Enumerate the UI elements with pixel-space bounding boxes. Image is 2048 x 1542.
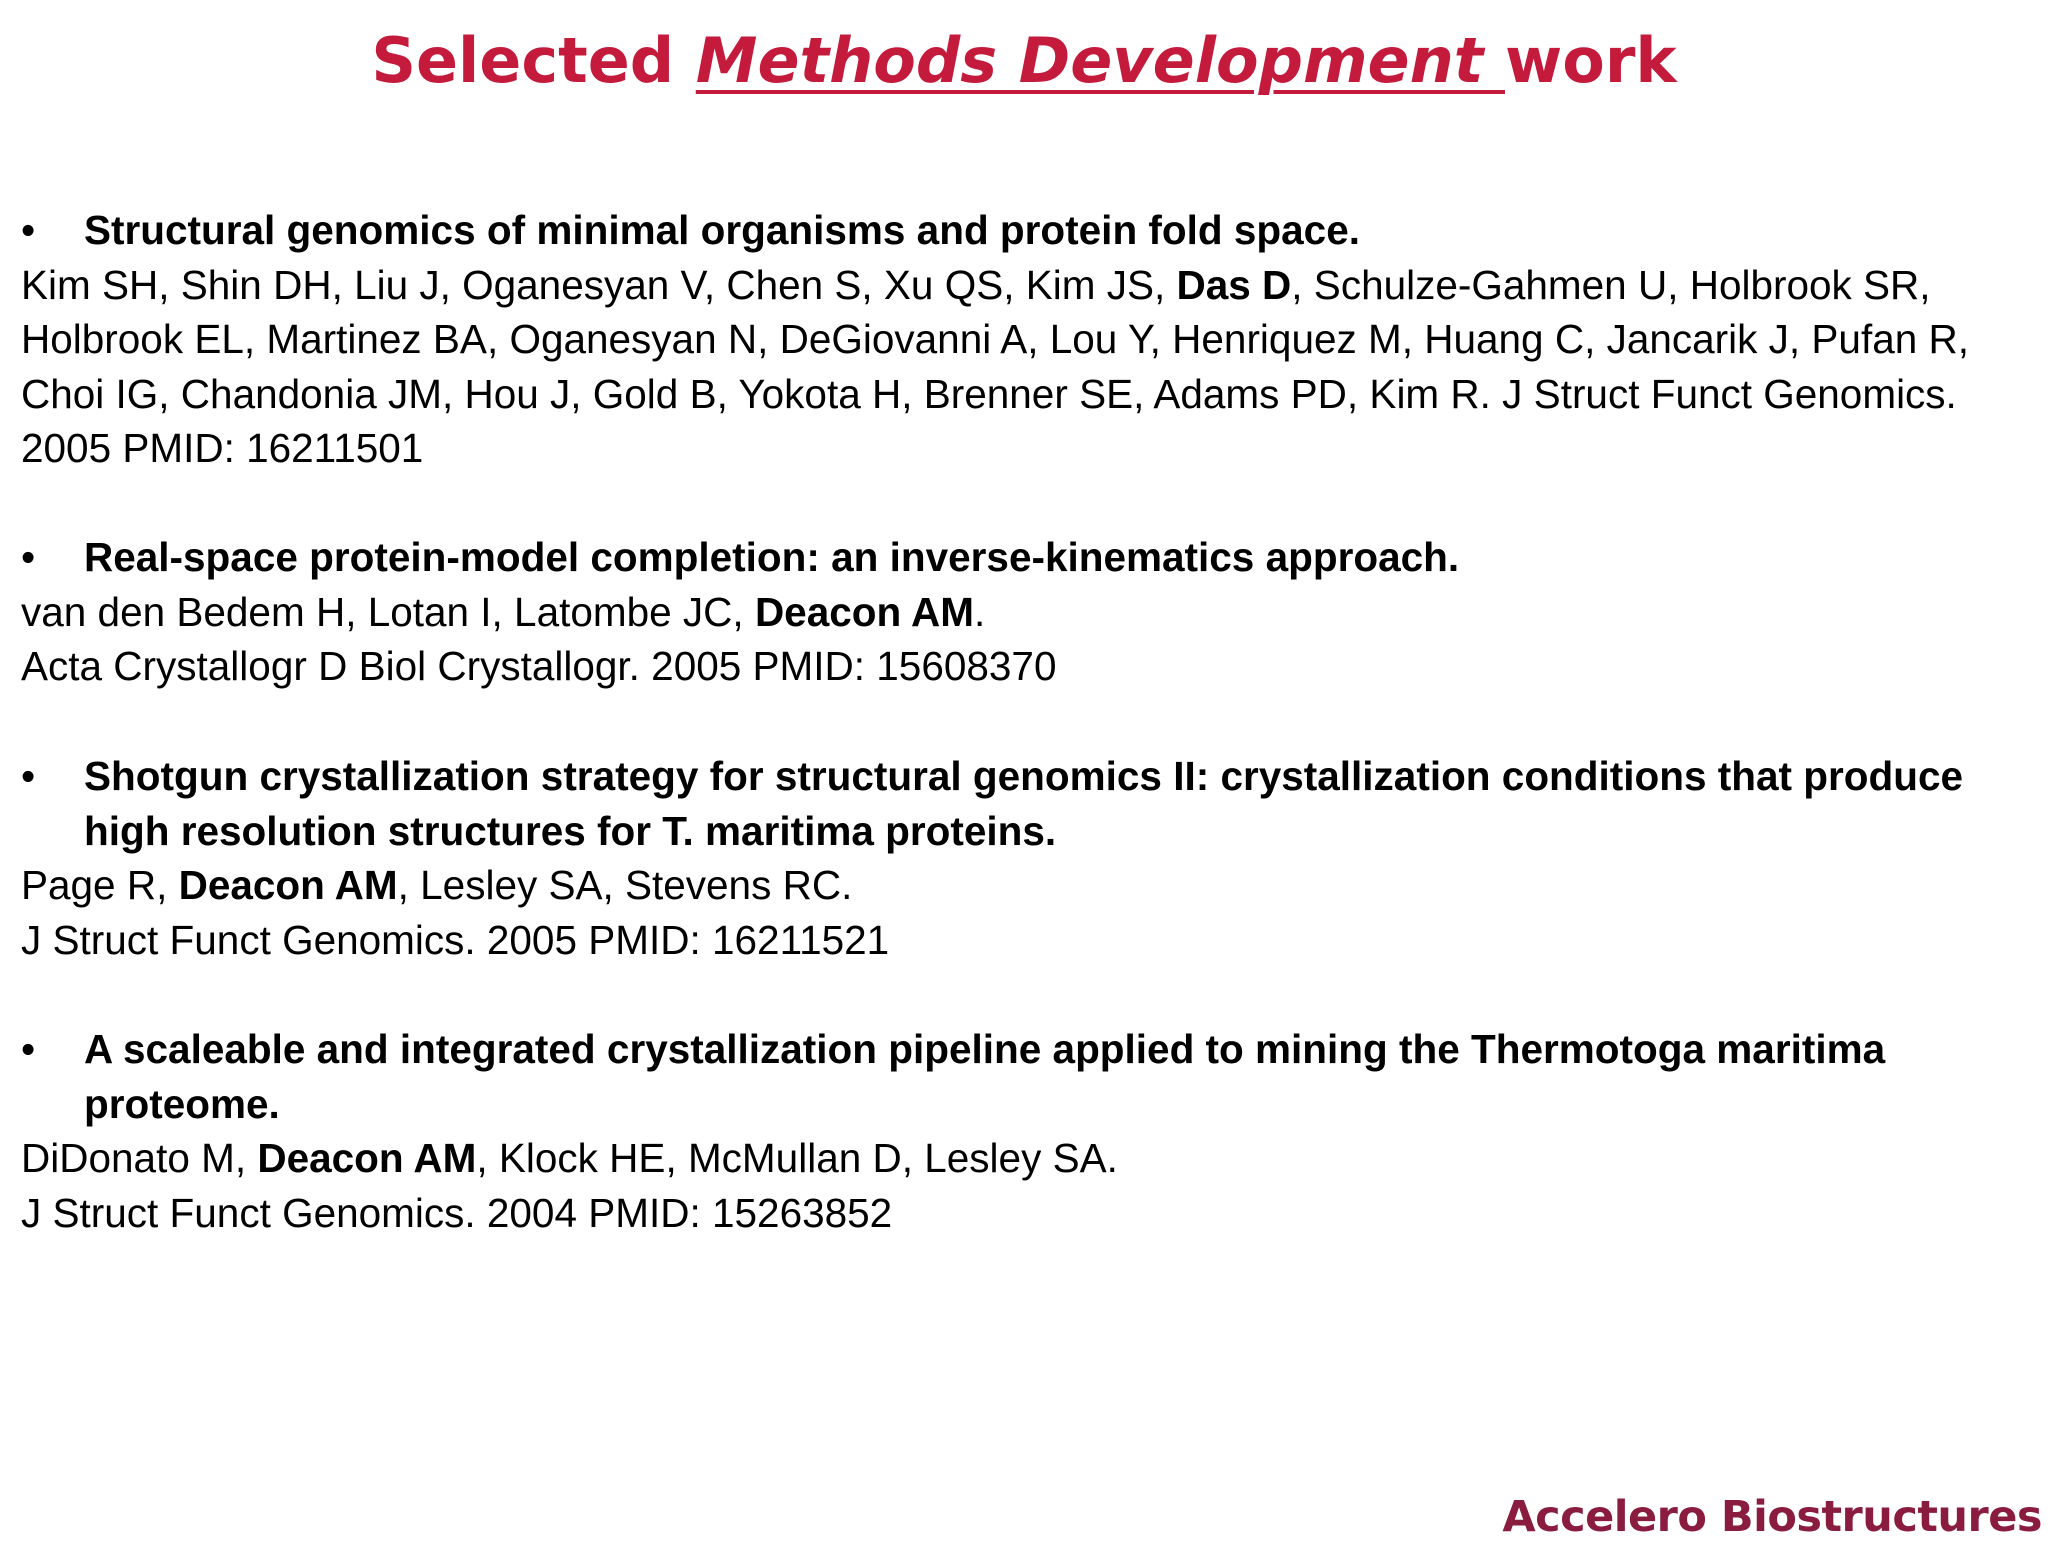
publication-citation: J Struct Funct Genomics. 2004 PMID: 15263852 <box>21 1189 893 1236</box>
highlight-author: Deacon AM <box>754 588 974 635</box>
publication-authors <box>21 858 2031 913</box>
slide-title <box>0 18 2048 104</box>
authors-after: , Klock HE, McMullan D, Lesley SA. <box>476 1135 1118 1181</box>
publication-title-text: A scaleable and integrated crystallization pipeline applied to mining the Thermotoga maritima proteome. <box>84 1026 1886 1127</box>
authors-after: , Schulze-Gahmen U, Holbrook SR, Holbrook EL, Martinez BA, Oganesyan N, DeGiovanni A, Lou Y, Henriquez M, Huang C, Jancarik J, Pufan R, Choi IG, Chandonia JM, Hou J, Gold B, Yokota H, Brenner SE, Adams PD, Kim R. J Struct Funct Genomics. 2005 PMID: 16211501 <box>21 261 1969 471</box>
bullet-icon: • <box>21 534 36 580</box>
publication-3 <box>21 749 2031 967</box>
publication-2 <box>21 530 2031 694</box>
authors-before: Page R, <box>21 862 179 908</box>
publication-title <box>21 203 2031 258</box>
highlight-author: Deacon AM <box>178 862 398 908</box>
title-suffix: work <box>1504 24 1677 97</box>
publication-authors <box>21 585 2031 640</box>
publication-title <box>21 1022 2031 1131</box>
title-prefix: Selected <box>371 24 696 97</box>
highlight-author: Deacon AM <box>257 1135 477 1181</box>
title-emphasis: Methods Development <box>695 24 1505 97</box>
authors-before: DiDonato M, <box>21 1135 258 1181</box>
publication-title <box>21 530 2031 585</box>
bullet-icon: • <box>21 207 36 253</box>
brand-logo: Accelero Biostructures <box>1502 1492 2042 1542</box>
publication-citation: Acta Crystallogr D Biol Crystallogr. 2005 PMID: 15608370 <box>21 643 1057 689</box>
authors-before: van den Bedem H, Lotan I, Latombe JC, <box>21 588 755 635</box>
publication-authors <box>21 1131 2031 1186</box>
publication-citation: J Struct Funct Genomics. 2005 PMID: 16211521 <box>21 916 890 963</box>
authors-before: Kim SH, Shin DH, Liu J, Oganesyan V, Chen S, Xu QS, Kim JS, <box>21 261 1177 308</box>
highlight-author: Das D <box>1176 261 1292 308</box>
publication-1 <box>21 203 2031 476</box>
bullet-icon: • <box>21 1026 36 1072</box>
authors-after: . <box>973 588 986 635</box>
bullet-icon: • <box>21 753 36 799</box>
publication-title <box>21 749 2031 858</box>
publication-title-text: Structural genomics of minimal organisms and protein fold space. <box>84 207 1360 253</box>
publication-authors <box>21 258 2031 476</box>
publication-4 <box>21 1022 2031 1240</box>
publication-title-text: Real-space protein-model completion: an inverse-kinematics approach. <box>84 534 1460 580</box>
publication-title-text: Shotgun crystallization strategy for structural genomics II: crystallization conditions that produce high resolution structures for T. maritima proteins. <box>84 753 1964 854</box>
authors-after: , Lesley SA, Stevens RC. <box>397 862 853 908</box>
